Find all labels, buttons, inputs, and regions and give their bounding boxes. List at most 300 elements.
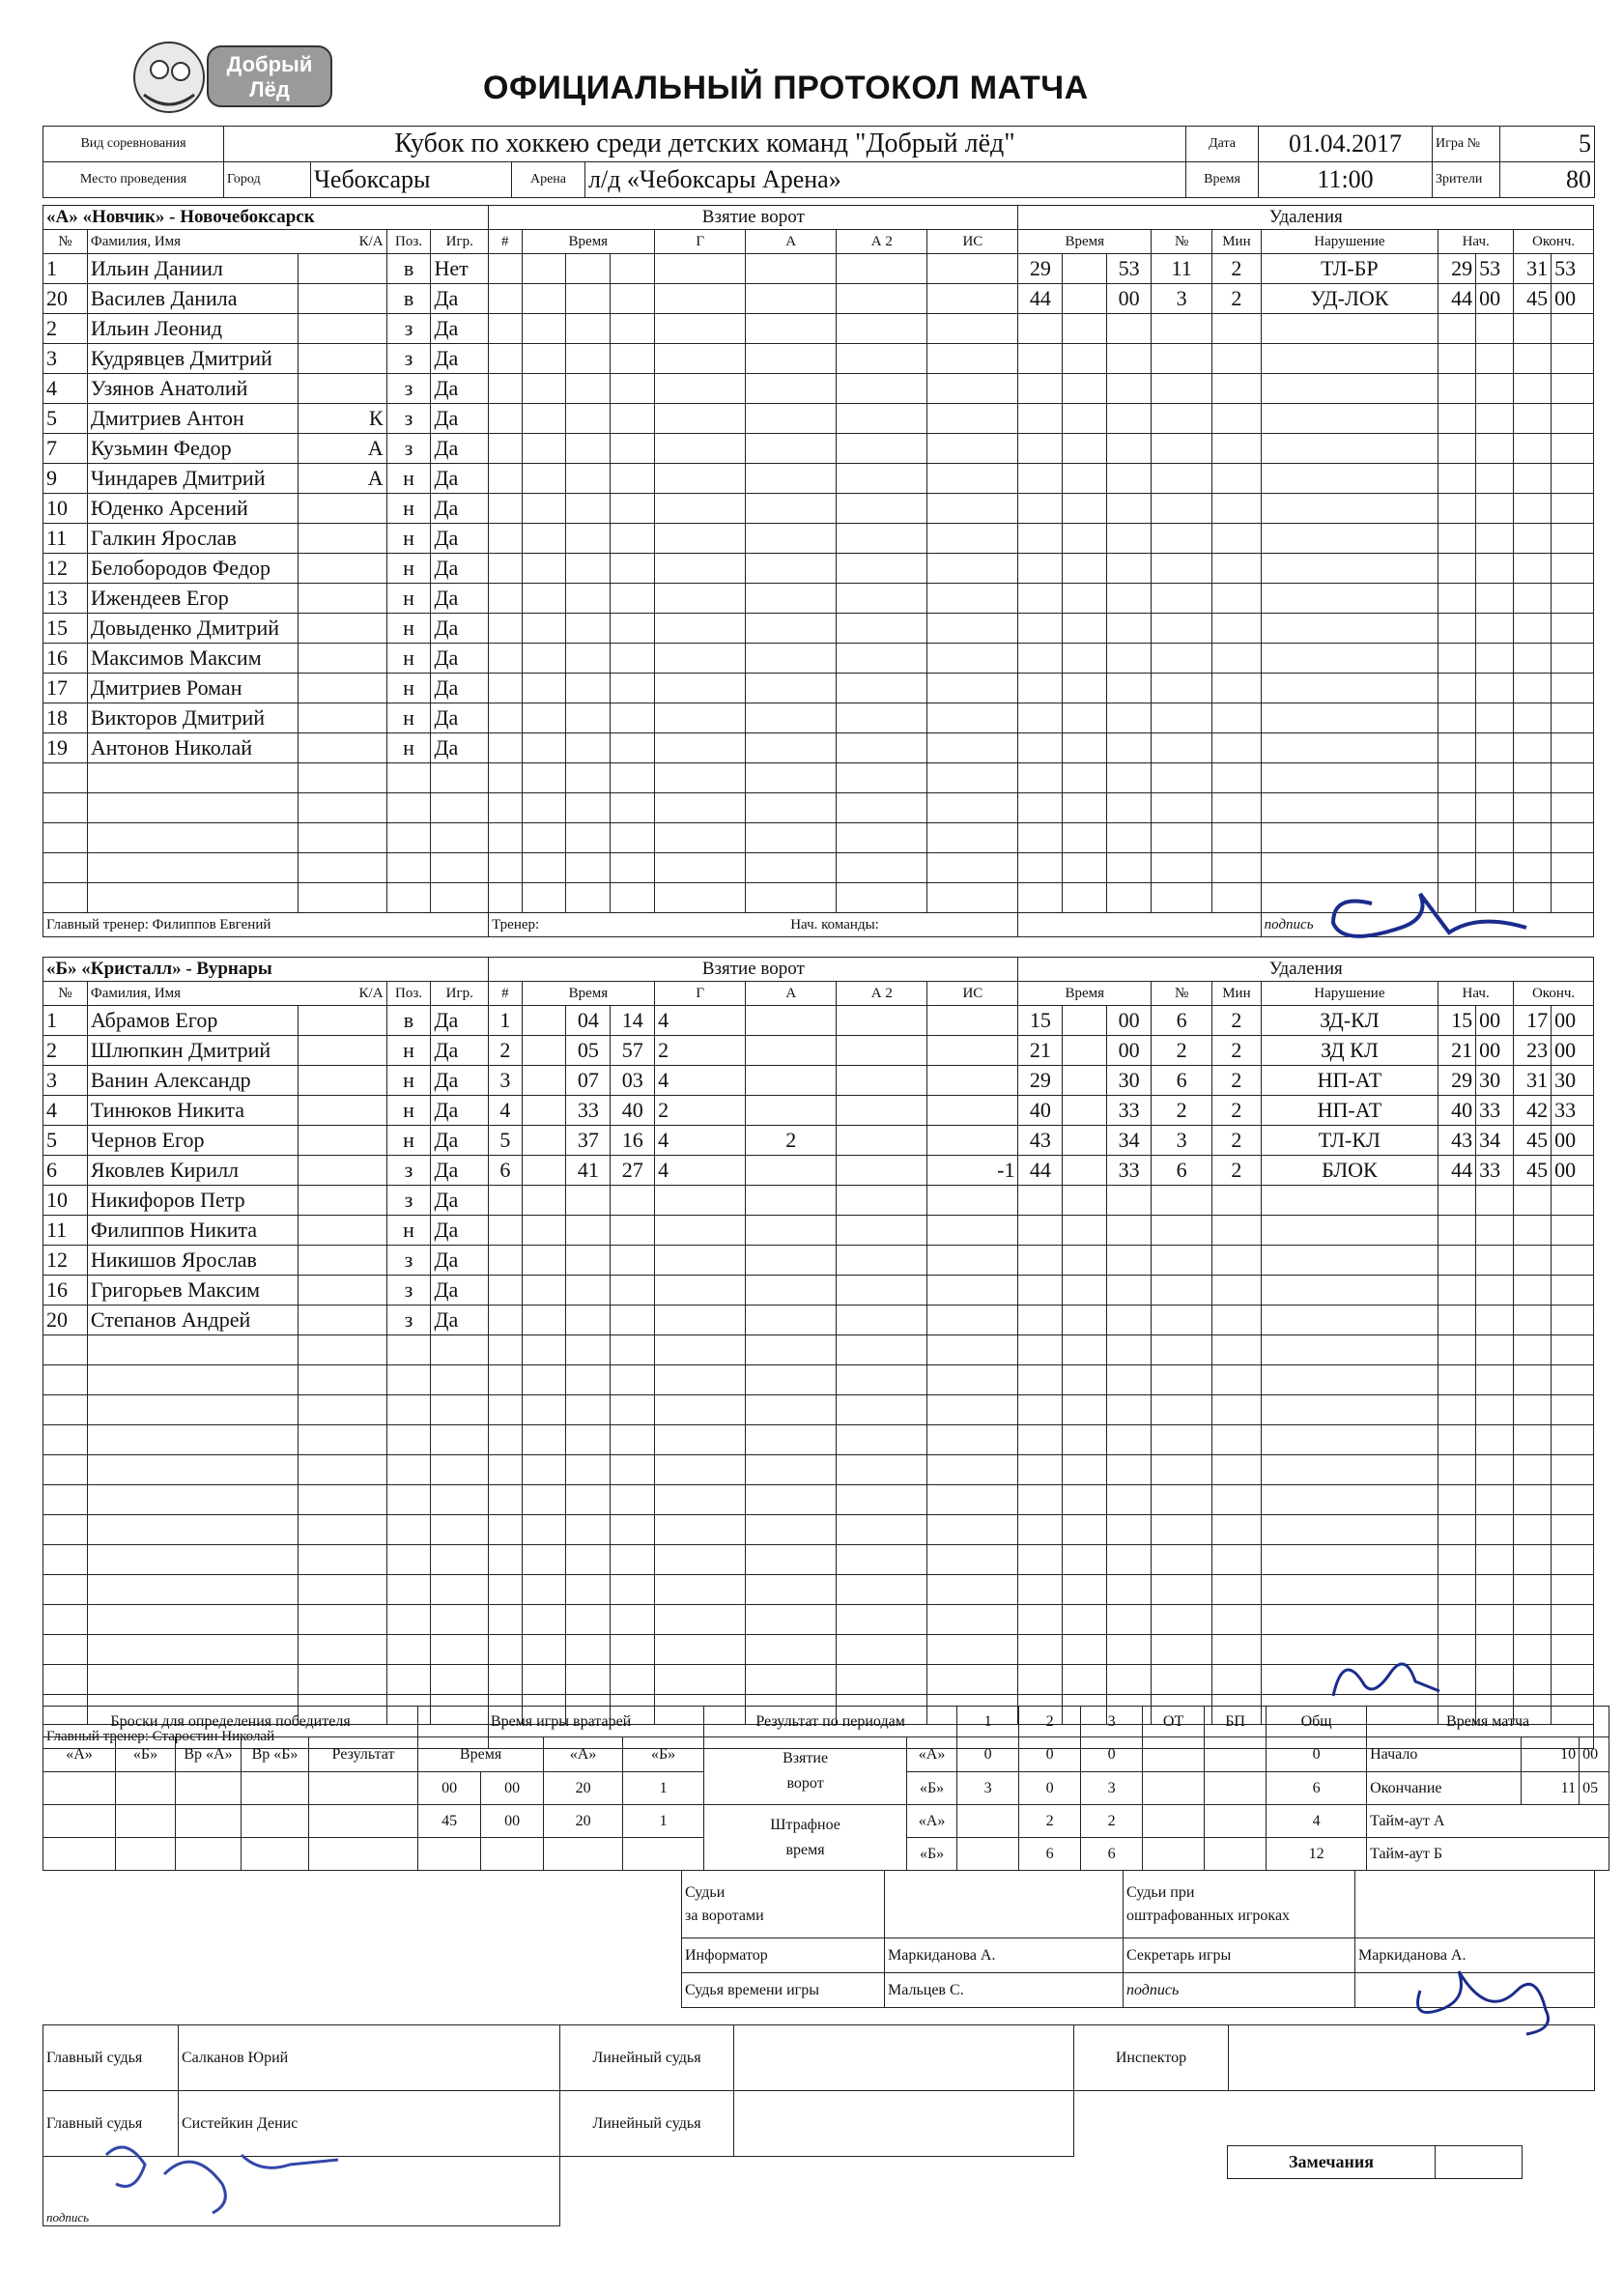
competition-label: Вид соревнования (43, 127, 224, 162)
goal-assist (746, 1156, 837, 1186)
informer-value: Маркиданова А. (885, 1938, 1124, 1973)
penalty-player: 11 (1152, 254, 1212, 284)
team_a-row (43, 554, 1594, 584)
player-number: 18 (43, 703, 88, 733)
player-name: Никишов Ярослав (87, 1246, 298, 1276)
player-name: Яковлев Кирилл (87, 1156, 298, 1186)
period-1-header: 1 (957, 1707, 1019, 1737)
col-goal-g: Г (655, 230, 746, 254)
penalty-start-sec: 00 (1476, 1036, 1514, 1066)
penalty-start-min: 44 (1438, 1156, 1476, 1186)
player-position: н (386, 733, 431, 763)
logo (130, 37, 338, 116)
goal-assist: 2 (746, 1126, 837, 1156)
team_a-penalties-header: Удаления (1018, 206, 1594, 230)
goal-scorer: 4 (655, 1126, 746, 1156)
player-played: Да (431, 434, 489, 464)
team_b-row (43, 1306, 1594, 1335)
goal-scorer: 2 (655, 1096, 746, 1126)
col-pen-min: Мин (1212, 982, 1261, 1006)
col-goal-time: Время (522, 230, 655, 254)
period-2-header: 2 (1019, 1707, 1081, 1737)
player-position: н (386, 644, 431, 674)
remarks-label: Замечания (1228, 2146, 1436, 2179)
total-header: Общ (1267, 1707, 1367, 1737)
player-name: Филиппов Никита (87, 1216, 298, 1246)
goals-b-ot (1143, 1772, 1205, 1805)
player-number: 12 (43, 554, 88, 584)
goals-b-total: 6 (1267, 1772, 1367, 1805)
penalty-player: 2 (1152, 1096, 1212, 1126)
player-played: Да (431, 404, 489, 434)
col-goal-num: # (489, 982, 522, 1006)
player-position: з (386, 404, 431, 434)
secretary-value: Маркиданова А. (1355, 1938, 1595, 1973)
player-number: 12 (43, 1246, 88, 1276)
player-name: Антонов Николай (87, 733, 298, 763)
col-pen-num: № (1152, 230, 1212, 254)
ref2-value: Систейкин Денис (179, 2091, 560, 2157)
team_b-row (43, 1395, 1594, 1425)
penalty-minute: 40 (1018, 1096, 1063, 1126)
gk-row2-a: 20 (544, 1805, 623, 1838)
goal-second: 03 (611, 1066, 655, 1096)
player-name: Ильин Даниил (87, 254, 298, 284)
goal-situation (927, 1036, 1018, 1066)
goals-b-mark: «Б» (907, 1772, 957, 1805)
goal-assist2 (837, 1156, 927, 1186)
end-label: Окончание (1367, 1772, 1522, 1805)
start-label: Начало (1367, 1737, 1522, 1772)
player-position: н (386, 674, 431, 703)
player-role (298, 1156, 386, 1186)
player-role (298, 1126, 386, 1156)
penalty-violation: ЗД-КЛ (1261, 1006, 1438, 1036)
goal-scorer: 4 (655, 1066, 746, 1096)
player-name: Василев Данила (87, 284, 298, 314)
team_b-row (43, 1216, 1594, 1246)
team_a-row (43, 733, 1594, 763)
pim-b-p3: 6 (1081, 1838, 1143, 1871)
goal-assist2 (837, 1126, 927, 1156)
end-hour: 11 (1522, 1772, 1580, 1805)
team_a-row (43, 314, 1594, 344)
penalty-violation: ТЛ-КЛ (1261, 1126, 1438, 1156)
team_b-row (43, 1066, 1594, 1096)
team_a-row (43, 524, 1594, 554)
pim-a-ot (1143, 1805, 1205, 1838)
penalty-end-sec: 00 (1552, 1126, 1594, 1156)
goal-second: 14 (611, 1006, 655, 1036)
player-name: Григорьев Максим (87, 1276, 298, 1306)
player-played: Да (431, 1306, 489, 1335)
goal-scorer: 4 (655, 1156, 746, 1186)
player-played: Да (431, 644, 489, 674)
team_a-row (43, 344, 1594, 374)
team_a-row (43, 434, 1594, 464)
team_a-row (43, 404, 1594, 434)
player-role (298, 1246, 386, 1276)
player-played: Да (431, 494, 489, 524)
end-minute: 05 (1580, 1772, 1609, 1805)
player-played: Да (431, 1216, 489, 1246)
linesman2-label: Линейный судья (560, 2091, 734, 2157)
goal-assist (746, 1096, 837, 1126)
player-role: А (298, 434, 386, 464)
player-position: з (386, 344, 431, 374)
timeout-a-label: Тайм-аут А (1367, 1805, 1609, 1838)
goal-assist2 (837, 1096, 927, 1126)
goals-a-total: 0 (1267, 1737, 1367, 1772)
player-name: Кузьмин Федор (87, 434, 298, 464)
so-vrb-header: Вр «Б» (242, 1737, 309, 1772)
player-number: 20 (43, 1306, 88, 1335)
penalty-second: 53 (1107, 254, 1152, 284)
goal-assist (746, 1066, 837, 1096)
penalty-minutes: 2 (1212, 1096, 1261, 1126)
player-played: Да (431, 314, 489, 344)
player-played: Да (431, 614, 489, 644)
team-a-sign-label: подпись (1261, 913, 1593, 937)
penalty-minutes: 2 (1212, 1066, 1261, 1096)
penalty-end-sec: 53 (1552, 254, 1594, 284)
inspector-label: Инспектор (1074, 2025, 1229, 2091)
penalty-start-min: 29 (1438, 254, 1476, 284)
penalty-end-sec: 00 (1552, 1006, 1594, 1036)
player-name: Кудрявцев Дмитрий (87, 344, 298, 374)
penalty-start-min: 44 (1438, 284, 1476, 314)
team-a-trainer: Тренер: Нач. команды: (489, 913, 1018, 937)
goal-number: 3 (489, 1066, 522, 1096)
goals-b-p1: 3 (957, 1772, 1019, 1805)
team_b-penalties-header: Удаления (1018, 958, 1594, 982)
secretary-sign-label: подпись (1124, 1973, 1355, 2008)
penalty-start-min: 43 (1438, 1126, 1476, 1156)
team_b-row (43, 1365, 1594, 1395)
team_b-row (43, 1425, 1594, 1455)
goals-a-p3: 0 (1081, 1737, 1143, 1772)
player-name: Тинюков Никита (87, 1096, 298, 1126)
player-position: в (386, 284, 431, 314)
pim-a-p3: 2 (1081, 1805, 1143, 1838)
penalty-start-sec: 53 (1476, 254, 1514, 284)
penalty-player: 6 (1152, 1156, 1212, 1186)
pim-b-bp (1205, 1838, 1267, 1871)
penalty-violation: ЗД КЛ (1261, 1036, 1438, 1066)
player-role (298, 374, 386, 404)
player-played: Да (431, 703, 489, 733)
goal-number: 6 (489, 1156, 522, 1186)
date-label: Дата (1186, 127, 1259, 162)
player-played: Да (431, 584, 489, 614)
col-pos: Поз. (386, 982, 431, 1006)
signature-secretary (1401, 1952, 1575, 2039)
player-role (298, 1006, 386, 1036)
penalty-second: 00 (1107, 1006, 1152, 1036)
competition-name: Кубок по хоккею среди детских команд "Добрый лёд" (224, 127, 1186, 162)
city-value: Чебоксары (311, 162, 512, 198)
player-role (298, 254, 386, 284)
player-number: 10 (43, 494, 88, 524)
player-number: 1 (43, 1006, 88, 1036)
goal-assist2 (837, 1006, 927, 1036)
time-value: 11:00 (1259, 162, 1433, 198)
penalty-second: 33 (1107, 1096, 1152, 1126)
player-position: з (386, 1156, 431, 1186)
goal-second: 40 (611, 1096, 655, 1126)
timekeeper-value: Мальцев С. (885, 1973, 1124, 2008)
col-pen-time: Время (1018, 982, 1152, 1006)
goals-a-ot (1143, 1737, 1205, 1772)
player-number: 3 (43, 344, 88, 374)
gk-row1-mm: 00 (418, 1772, 481, 1805)
team_b-row (43, 1455, 1594, 1485)
player-played: Да (431, 733, 489, 763)
timeout-b-label: Тайм-аут Б (1367, 1838, 1609, 1871)
penalty-judges-label: Судьи при оштрафованных игроках (1124, 1871, 1355, 1938)
col-played: Игр. (431, 230, 489, 254)
goal-judges-label: Судьи за воротами (682, 1871, 885, 1938)
player-number: 2 (43, 314, 88, 344)
player-position: з (386, 1276, 431, 1306)
so-vra-header: Вр «А» (176, 1737, 242, 1772)
penalty-second: 34 (1107, 1126, 1152, 1156)
player-number: 4 (43, 374, 88, 404)
goal-second: 16 (611, 1126, 655, 1156)
player-played: Да (431, 464, 489, 494)
pim-a-p1 (957, 1805, 1019, 1838)
goal-minute: 07 (566, 1066, 611, 1096)
penalty-minutes: 2 (1212, 284, 1261, 314)
penalty-end-sec: 00 (1552, 284, 1594, 314)
penalty-player: 3 (1152, 1126, 1212, 1156)
team_b-row (43, 1575, 1594, 1605)
goal-minute: 37 (566, 1126, 611, 1156)
logo-text-2: Лёд (249, 77, 290, 101)
player-role: А (298, 464, 386, 494)
pim-b-total: 12 (1267, 1838, 1367, 1871)
player-number: 10 (43, 1186, 88, 1216)
team_b-row (43, 1276, 1594, 1306)
col-played: Игр. (431, 982, 489, 1006)
penalty-minutes: 2 (1212, 1156, 1261, 1186)
team_b-goals-header: Взятие ворот (489, 958, 1018, 982)
player-played: Да (431, 284, 489, 314)
player-number: 19 (43, 733, 88, 763)
player-role (298, 554, 386, 584)
penalty-end-min: 31 (1514, 254, 1552, 284)
col-goal-a2: А 2 (837, 982, 927, 1006)
logo-text-1: Добрый (226, 52, 313, 76)
periods-label: Результат по периодам (704, 1707, 957, 1737)
goal-number: 4 (489, 1096, 522, 1126)
goals-b-bp (1205, 1772, 1267, 1805)
team-b-coach: Главный тренер: Старостин Николай (43, 1725, 489, 1749)
team_a-row (43, 614, 1594, 644)
team-a-table (43, 205, 1594, 937)
player-number: 6 (43, 1156, 88, 1186)
player-role (298, 1306, 386, 1335)
goal-number: 5 (489, 1126, 522, 1156)
goals-a-p2: 0 (1019, 1737, 1081, 1772)
penalty-end-min: 45 (1514, 1126, 1552, 1156)
game-label: Игра № (1433, 127, 1500, 162)
penalty-minute: 29 (1018, 1066, 1063, 1096)
team_b-row (43, 1246, 1594, 1276)
goals-label: Взятие ворот (704, 1737, 907, 1805)
player-role (298, 1186, 386, 1216)
player-position: н (386, 554, 431, 584)
player-played: Да (431, 1006, 489, 1036)
penalty-end-sec: 00 (1552, 1156, 1594, 1186)
penalty-second: 33 (1107, 1156, 1152, 1186)
player-position: з (386, 1306, 431, 1335)
player-position: з (386, 434, 431, 464)
goal-minute: 33 (566, 1096, 611, 1126)
penalty-end-min: 31 (1514, 1066, 1552, 1096)
pim-label: Штрафное время (704, 1805, 907, 1871)
goal-situation (927, 1066, 1018, 1096)
goal-situation (927, 1006, 1018, 1036)
player-number: 17 (43, 674, 88, 703)
start-minute: 00 (1580, 1737, 1609, 1772)
penalty-start-sec: 33 (1476, 1096, 1514, 1126)
team-b-table (43, 957, 1594, 1749)
goal-situation (927, 1126, 1018, 1156)
team_a-row (43, 674, 1594, 703)
player-position: н (386, 1066, 431, 1096)
city-label: Город (224, 162, 311, 198)
penalty-end-min: 45 (1514, 284, 1552, 314)
so-result-header: Результат (309, 1737, 418, 1772)
penalty-start-min: 21 (1438, 1036, 1476, 1066)
shootout-label: Броски для определения победителя (43, 1707, 418, 1737)
col-goal-a: А (746, 982, 837, 1006)
ref1-label: Главный судья (43, 2025, 179, 2091)
col-goal-a2: А 2 (837, 230, 927, 254)
player-position: з (386, 1186, 431, 1216)
penalty-minutes: 2 (1212, 1036, 1261, 1066)
penalty-start-min: 29 (1438, 1066, 1476, 1096)
penalty-end-sec: 30 (1552, 1066, 1594, 1096)
penalty-violation: БЛОК (1261, 1156, 1438, 1186)
signature-coach-a (1314, 875, 1546, 952)
player-played: Да (431, 674, 489, 703)
col-pos: Поз. (386, 230, 431, 254)
col-goal-g: Г (655, 982, 746, 1006)
pim-b-mark: «Б» (907, 1838, 957, 1871)
team_a-row (43, 254, 1594, 284)
col-pen-num: № (1152, 982, 1212, 1006)
goal-situation (927, 1096, 1018, 1126)
penalty-start-min: 15 (1438, 1006, 1476, 1036)
start-hour: 10 (1522, 1737, 1580, 1772)
penalty-end-min: 17 (1514, 1006, 1552, 1036)
player-number: 1 (43, 254, 88, 284)
timekeeper-label: Судья времени игры (682, 1973, 885, 2008)
team-a-coach: Главный тренер: Филиппов Евгений (43, 913, 489, 937)
game-number: 5 (1500, 127, 1595, 162)
player-role: К (298, 404, 386, 434)
penalty-violation: НП-АТ (1261, 1066, 1438, 1096)
goal-situation: -1 (927, 1156, 1018, 1186)
player-role (298, 344, 386, 374)
player-name: Белобородов Федор (87, 554, 298, 584)
penalty-second: 00 (1107, 1036, 1152, 1066)
player-name: Ванин Александр (87, 1066, 298, 1096)
penalty-start-sec: 34 (1476, 1126, 1514, 1156)
penalty-end-min: 45 (1514, 1156, 1552, 1186)
player-number: 20 (43, 284, 88, 314)
col-goal-num: # (489, 230, 522, 254)
team_a-row (43, 284, 1594, 314)
player-name: Ижендеев Егор (87, 584, 298, 614)
gk-row2-ss: 00 (481, 1805, 544, 1838)
player-name: Никифоров Петр (87, 1186, 298, 1216)
team_b-row (43, 1545, 1594, 1575)
col-goal-time: Время (522, 982, 655, 1006)
player-position: з (386, 1246, 431, 1276)
pim-b-p2: 6 (1019, 1838, 1081, 1871)
player-position: н (386, 524, 431, 554)
penalty-minute: 44 (1018, 284, 1063, 314)
date-value: 01.04.2017 (1259, 127, 1433, 162)
team_a-row (43, 374, 1594, 404)
team_a-row (43, 464, 1594, 494)
arena-label: Арена (512, 162, 585, 198)
team_a-row (43, 703, 1594, 733)
player-number: 5 (43, 404, 88, 434)
linesman1-label: Линейный судья (560, 2025, 734, 2091)
goals-a-p1: 0 (957, 1737, 1019, 1772)
team_b-row (43, 1515, 1594, 1545)
penalty-player: 2 (1152, 1036, 1212, 1066)
signature-referee (87, 2116, 377, 2223)
team_b-row (43, 1485, 1594, 1515)
penalty-start-sec: 00 (1476, 1006, 1514, 1036)
player-role (298, 1066, 386, 1096)
team_b-row (43, 1156, 1594, 1186)
player-played: Нет (431, 254, 489, 284)
penalty-player: 3 (1152, 284, 1212, 314)
player-played: Да (431, 374, 489, 404)
informer-label: Информатор (682, 1938, 885, 1973)
gk-b-header: «Б» (623, 1737, 704, 1772)
player-position: н (386, 1126, 431, 1156)
player-position: з (386, 314, 431, 344)
player-number: 11 (43, 524, 88, 554)
team_a-goals-header: Взятие ворот (489, 206, 1018, 230)
player-name: Степанов Андрей (87, 1306, 298, 1335)
player-name: Дмитриев Роман (87, 674, 298, 703)
col-name: Фамилия, Имя К/А (87, 982, 386, 1006)
match-info-table (43, 126, 1595, 198)
penalty-end-min: 23 (1514, 1036, 1552, 1066)
gk-row1-ss: 00 (481, 1772, 544, 1805)
player-role (298, 1036, 386, 1066)
penalty-start-sec: 00 (1476, 284, 1514, 314)
penalty-minutes: 2 (1212, 1126, 1261, 1156)
player-played: Да (431, 1126, 489, 1156)
player-number: 16 (43, 1276, 88, 1306)
goal-scorer: 2 (655, 1036, 746, 1066)
col-name: Фамилия, Имя К/А (87, 230, 386, 254)
player-position: в (386, 1006, 431, 1036)
penalty-minute: 44 (1018, 1156, 1063, 1186)
match-time-label: Время матча (1367, 1707, 1609, 1737)
col-goal-a: А (746, 230, 837, 254)
col-pen-viol: Нарушение (1261, 982, 1438, 1006)
